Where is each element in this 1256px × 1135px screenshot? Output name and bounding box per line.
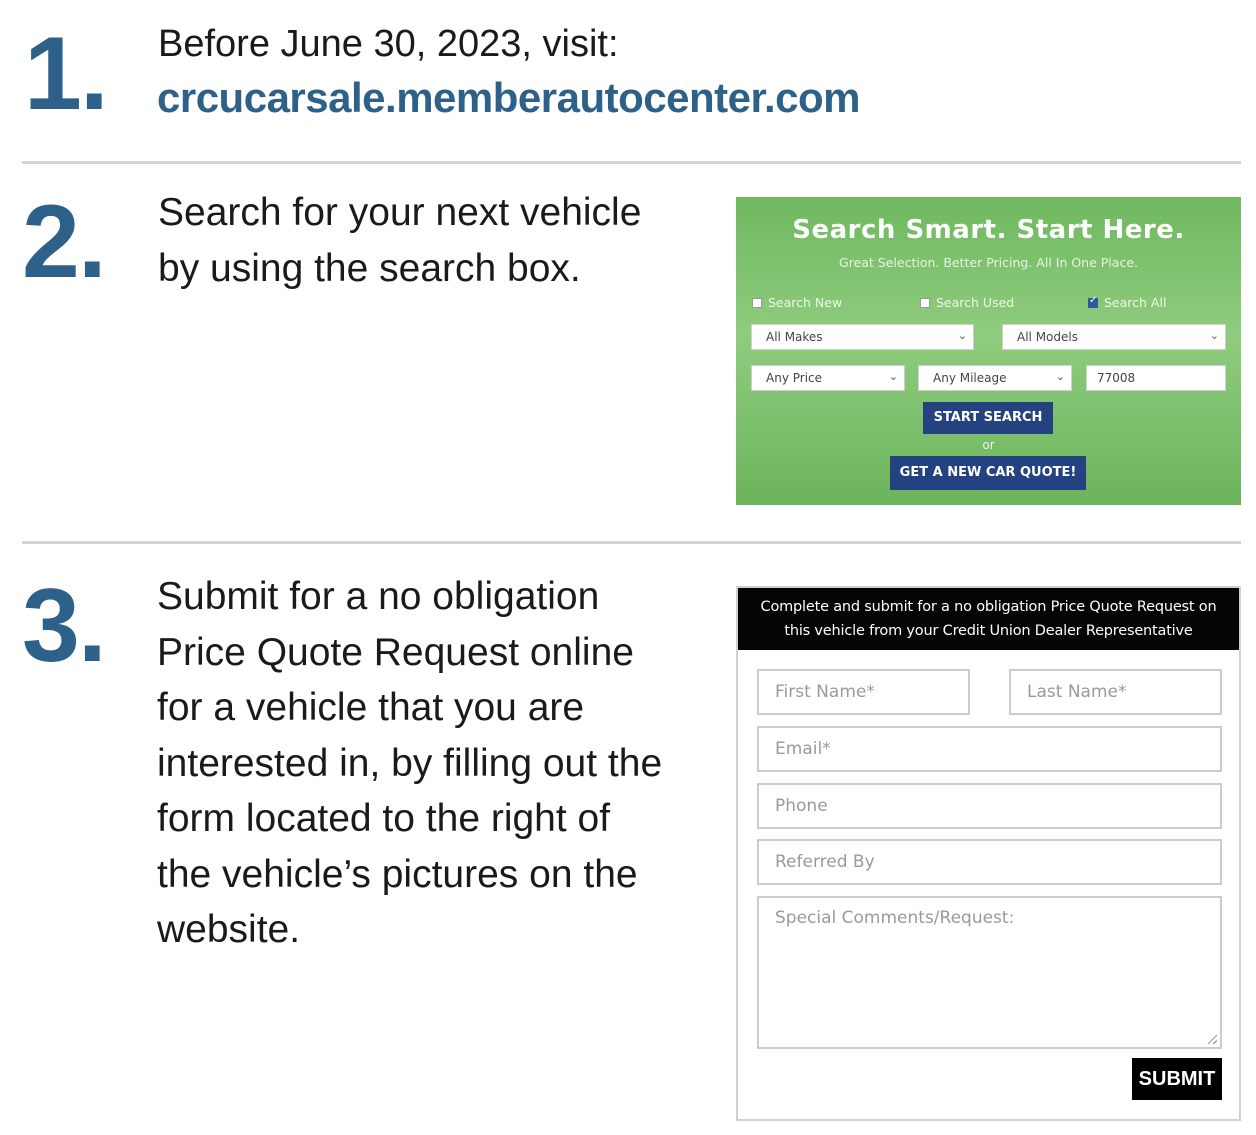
quote-form-header bbox=[738, 588, 1239, 650]
or-separator: or bbox=[982, 438, 995, 452]
search-used-checkbox[interactable] bbox=[920, 295, 1014, 310]
checkbox-label: Search New bbox=[768, 295, 843, 310]
step-3-line: Price Quote Request online bbox=[157, 630, 634, 674]
zip-input[interactable] bbox=[1086, 365, 1226, 391]
step-3-line: for a vehicle that you are bbox=[157, 686, 585, 729]
chevron-down-icon: ⌄ bbox=[957, 329, 967, 342]
step-2-number: 2. bbox=[22, 184, 105, 300]
chevron-down-icon: ⌄ bbox=[1055, 370, 1065, 383]
search-new-checkbox[interactable] bbox=[752, 295, 842, 310]
search-widget-title: Search Smart. Start Here. bbox=[792, 215, 1185, 245]
last-name-field[interactable]: Last Name* bbox=[1009, 669, 1222, 715]
divider-1 bbox=[22, 161, 1241, 164]
mileage-select[interactable] bbox=[918, 365, 1072, 391]
step-3-number: 3. bbox=[22, 568, 105, 684]
search-all-checkbox[interactable] bbox=[1088, 295, 1166, 310]
step-2-text bbox=[158, 185, 641, 296]
step-3-line: Submit for a no obligation bbox=[157, 575, 600, 618]
checkbox-label: Search All bbox=[1104, 295, 1167, 310]
chevron-down-icon: ⌄ bbox=[888, 370, 898, 383]
models-select[interactable] bbox=[1002, 324, 1226, 350]
comments-textarea[interactable] bbox=[757, 896, 1222, 1049]
site-link[interactable]: crcucarsale.memberautocenter.com bbox=[157, 74, 861, 121]
quote-request-form bbox=[736, 586, 1241, 1121]
email-field[interactable]: Email* bbox=[757, 726, 1222, 772]
checkbox-icon bbox=[920, 298, 930, 308]
chevron-down-icon: ⌄ bbox=[1209, 329, 1219, 342]
resize-grip-icon[interactable] bbox=[1208, 1035, 1217, 1044]
step-3-line: form located to the right of bbox=[157, 797, 611, 840]
checkbox-checked-icon bbox=[1088, 298, 1098, 308]
zip-input-value: 77008 bbox=[1097, 371, 1136, 385]
checkbox-icon bbox=[752, 298, 762, 308]
step-2-line: by using the search box. bbox=[158, 246, 581, 290]
comments-placeholder: Special Comments/Request: bbox=[775, 908, 1015, 928]
phone-field[interactable]: Phone bbox=[757, 783, 1222, 829]
step-3-line: interested in, by filling out the bbox=[157, 741, 663, 785]
makes-select[interactable] bbox=[751, 324, 974, 350]
search-widget-subtitle: Great Selection. Better Pricing. All In One Place. bbox=[839, 255, 1138, 270]
start-search-button[interactable]: START SEARCH bbox=[923, 402, 1053, 434]
step-3-text bbox=[157, 569, 662, 958]
mileage-select-value: Any Mileage bbox=[933, 371, 1007, 385]
step-3-line: website. bbox=[157, 908, 301, 951]
step-2-line: Search for your next vehicle bbox=[158, 191, 642, 234]
price-select[interactable] bbox=[751, 365, 905, 391]
search-widget bbox=[736, 197, 1241, 505]
models-select-value: All Models bbox=[1017, 330, 1078, 344]
quote-form-header-line: Complete and submit for a no obligation Price Quote Request on bbox=[760, 599, 1217, 615]
submit-button[interactable]: SUBMIT bbox=[1132, 1058, 1222, 1100]
step-1-text: Before June 30, 2023, visit: bbox=[158, 23, 619, 65]
quote-form-header-line: this vehicle from your Credit Union Dealer Representative bbox=[784, 623, 1193, 639]
checkbox-label: Search Used bbox=[936, 295, 1015, 310]
referred-by-field[interactable]: Referred By bbox=[757, 839, 1222, 885]
step-1-number: 1. bbox=[24, 16, 107, 132]
first-name-field[interactable]: First Name* bbox=[757, 669, 970, 715]
makes-select-value: All Makes bbox=[766, 330, 823, 344]
new-car-quote-button[interactable]: GET A NEW CAR QUOTE! bbox=[890, 456, 1086, 490]
price-select-value: Any Price bbox=[766, 371, 823, 385]
step-3-line: the vehicle’s pictures on the bbox=[157, 852, 638, 896]
divider-2 bbox=[22, 541, 1241, 544]
